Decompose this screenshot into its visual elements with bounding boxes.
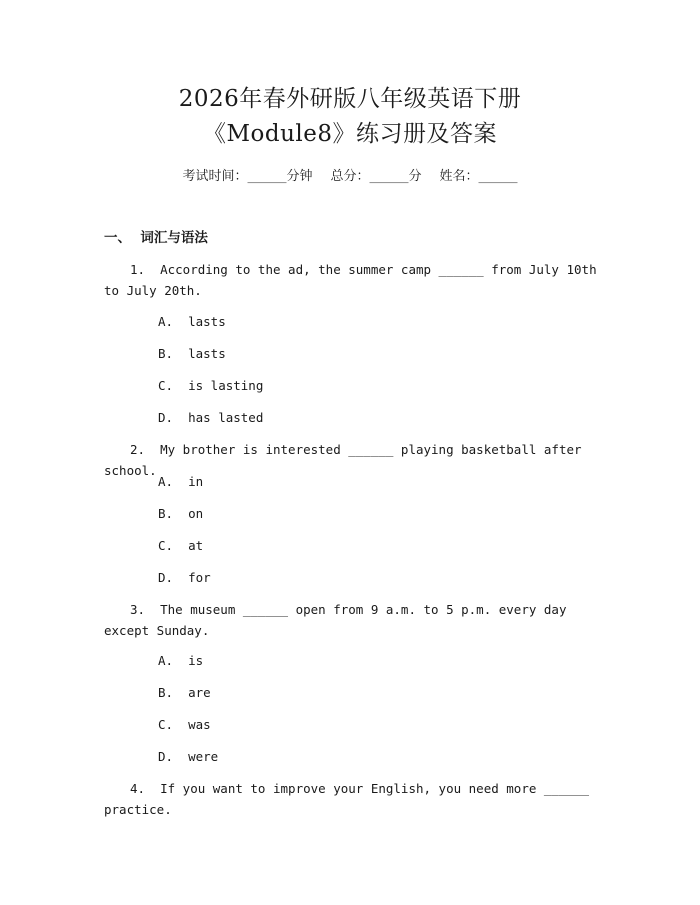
question-4-stem: 4. If you want to improve your English, you need more ______ practice. [104, 781, 597, 817]
question-1-option-d: D. has lasted [158, 410, 264, 425]
question-3-option-b: B. are [158, 685, 211, 700]
question-3-option-d: D. were [158, 749, 219, 764]
document-title-line-2: 《Module8》练习册及答案 [202, 121, 498, 147]
question-3-option-c: C. was [158, 717, 211, 732]
section-heading: 一、 词汇与语法 [104, 230, 208, 246]
question-3-stem: 3. The museum ______ open from 9 a.m. to 5 p.m. every day except Sunday. [104, 602, 575, 638]
question-2-option-d: D. for [158, 570, 211, 585]
question-2-stem: 2. My brother is interested ______ playing basketball after school. [104, 442, 590, 478]
question-1-option-a: A. lasts [158, 314, 226, 329]
document-title-line-1: 2026年春外研版八年级英语下册 [178, 86, 522, 112]
exam-time-field: 考试时间：______分钟 [182, 169, 313, 184]
question-2-option-c: C. at [158, 538, 204, 553]
total-score-field: 总分：______分 [330, 169, 422, 184]
question-1-option-c: C. is lasting [158, 378, 264, 393]
question-2-option-b: B. on [158, 506, 204, 521]
question-1-option-b: B. lasts [158, 346, 226, 361]
question-1-stem: 1. According to the ad, the summer camp ______ from July 10th to July 20th. [104, 262, 605, 298]
question-3-option-a: A. is [158, 653, 204, 668]
question-2-option-a: A. in [158, 474, 204, 489]
exam-info-row [0, 168, 700, 186]
student-name-field: 姓名：______ [439, 169, 518, 184]
